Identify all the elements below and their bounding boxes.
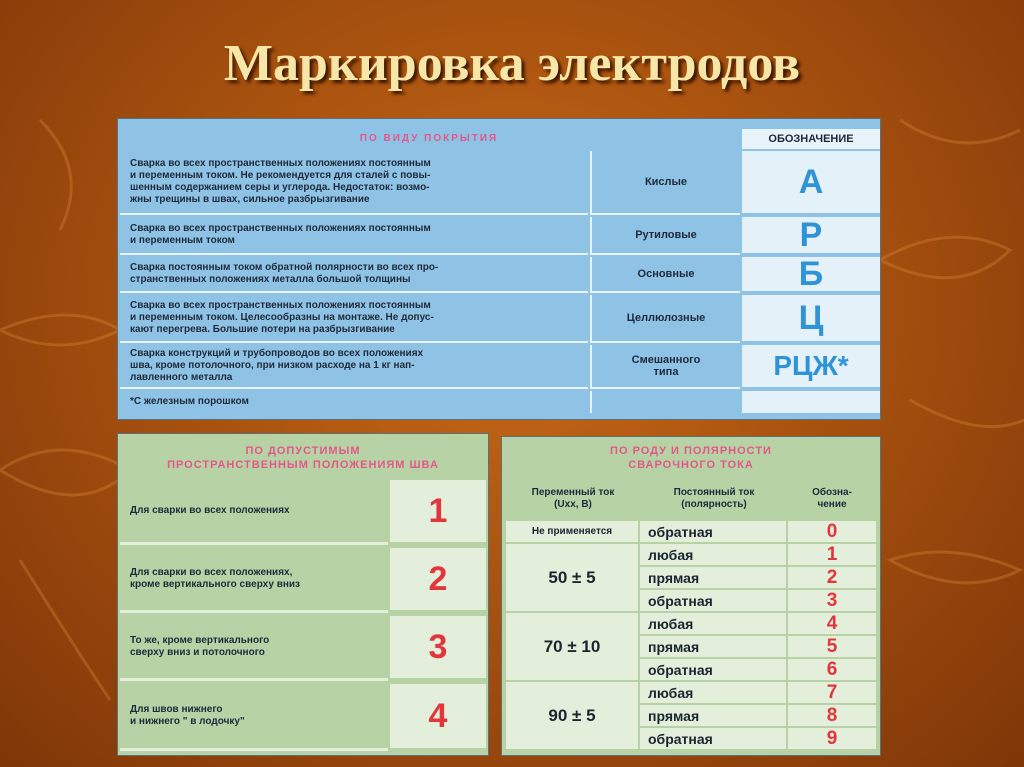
polarity-cell: обратная [640, 728, 786, 749]
coating-description-line: Сварка во всех пространственных положениях постоянным [130, 158, 431, 169]
positions-header-line1: ПО ДОПУСТИМЫМ [245, 445, 361, 457]
coating-description [120, 217, 588, 255]
col-header-dc [640, 481, 788, 517]
coating-description-line: шва, кроме потолочного, при низком расходе на 1 кг нап- [130, 360, 415, 371]
polarity-cell: обратная [640, 659, 786, 680]
voltage-cell: 90 ± 5 [506, 682, 638, 749]
polarity-cell: прямая [640, 705, 786, 726]
coating-code: Ц [742, 295, 880, 343]
col-header-code [788, 481, 876, 517]
coating-code: Б [742, 257, 880, 293]
current-code: 8 [788, 705, 876, 726]
coating-description-line: странственных положениях металла большой толщины [130, 274, 411, 285]
current-header-line2: СВАРОЧНОГО ТОКА [628, 459, 754, 471]
current-code: 0 [788, 521, 876, 542]
position-code: 4 [390, 684, 486, 751]
coating-code: РЦЖ* [742, 345, 880, 389]
position-description-line: Для сварки во всех положениях, [130, 567, 293, 578]
coating-code: А [742, 151, 880, 215]
coating-code: Р [742, 217, 880, 255]
current-code: 6 [788, 659, 876, 680]
col-header-ac-line2: (Uxx, B) [554, 499, 592, 510]
position-description-line: и нижнего " в лодочку" [130, 716, 245, 727]
position-description-line: сверху вниз и потолочного [130, 647, 265, 658]
position-code: 1 [390, 480, 486, 545]
col-header-code-line1: Обозна- [812, 487, 852, 498]
current-code: 1 [788, 544, 876, 565]
coating-type-line: Рутиловые [635, 229, 697, 241]
voltage-cell: 50 ± 5 [506, 544, 638, 611]
current-panel [501, 436, 881, 756]
coating-type [590, 295, 740, 343]
current-header [502, 441, 880, 475]
coating-description-line: Сварка постоянным током обратной полярности во всех про- [130, 262, 439, 273]
coating-footnote-code-spacer [742, 391, 880, 413]
coating-footnote: *С железным порошком [120, 391, 588, 413]
coating-type-line: Основные [637, 268, 695, 280]
voltage-cell: Не применяется [506, 521, 638, 542]
position-description-line: То же, кроме вертикального [130, 635, 270, 646]
coating-type-line: Целлюлозные [626, 312, 706, 324]
col-header-ac-line1: Переменный ток [531, 487, 615, 498]
coating-description [120, 295, 588, 343]
position-code: 3 [390, 616, 486, 681]
coating-description-line: Сварка конструкций и трубопроводов во всех положениях [130, 348, 424, 359]
voltage-cell: 70 ± 10 [506, 613, 638, 680]
coating-description-line: Сварка во всех пространственных положениях постоянным [130, 300, 431, 311]
coating-type-line: Кислые [644, 176, 688, 188]
positions-panel [117, 433, 489, 756]
coating-type [590, 257, 740, 293]
current-code: 9 [788, 728, 876, 749]
current-header-line1: ПО РОДУ И ПОЛЯРНОСТИ [610, 445, 772, 457]
polarity-cell: прямая [640, 567, 786, 588]
polarity-cell: любая [640, 682, 786, 703]
current-code: 5 [788, 636, 876, 657]
coating-description [120, 345, 588, 389]
col-header-code-line2: чение [817, 499, 847, 510]
position-description [120, 684, 388, 751]
current-code: 3 [788, 590, 876, 611]
current-code: 7 [788, 682, 876, 703]
coating-description-line: лавленного металла [130, 372, 233, 383]
coating-description-line: кают перегрева. Большие потери на разбрызгивание [130, 324, 395, 335]
coating-description-line: и переменным током. Не рекомендуется для сталей с повы- [130, 170, 431, 181]
position-description-line: Для сварки во всех положениях [130, 505, 290, 516]
polarity-cell: любая [640, 544, 786, 565]
coating-header: ПО ВИДУ ПОКРЫТИЯ [359, 132, 499, 144]
coating-type [590, 151, 740, 215]
positions-header-line2: ПРОСТРАНСТВЕННЫМ ПОЛОЖЕНИЯМ ШВА [167, 459, 439, 471]
coating-type-line: типа [653, 366, 679, 378]
coating-description-line: и переменным током. Целесообразны на монтаже. Не допус- [130, 312, 434, 323]
col-header-dc-line1: Постоянный ток [673, 487, 755, 498]
position-description-line: Для швов нижнего [130, 704, 223, 715]
polarity-cell: прямая [640, 636, 786, 657]
coating-type [590, 217, 740, 255]
coating-description [120, 151, 588, 215]
coating-type [590, 345, 740, 389]
coating-description-line: шенным содержанием серы и углерода. Недостаток: возмо- [130, 182, 430, 193]
positions-header [118, 440, 488, 476]
code-header: ОБОЗНАЧЕНИЕ [742, 129, 880, 149]
position-description [120, 616, 388, 681]
coating-description-line: и переменным током [130, 235, 235, 246]
polarity-cell: обратная [640, 590, 786, 611]
position-code: 2 [390, 548, 486, 613]
coating-panel [117, 118, 881, 420]
col-header-dc-line2: (полярность) [681, 499, 747, 510]
coating-description-line: жны трещины в швах, сильное разбрызгивание [130, 194, 370, 205]
page-title: Маркировка электродов [223, 35, 801, 92]
polarity-cell: любая [640, 613, 786, 634]
position-description [120, 480, 388, 545]
coating-description [120, 257, 588, 293]
position-description [120, 548, 388, 613]
coating-description-line: Сварка во всех пространственных положениях постоянным [130, 223, 431, 234]
coating-type-line: Смешанного [631, 354, 701, 366]
coating-footnote-spacer [590, 391, 740, 413]
col-header-ac [506, 481, 640, 517]
polarity-cell: обратная [640, 521, 786, 542]
current-code: 2 [788, 567, 876, 588]
current-code: 4 [788, 613, 876, 634]
position-description-line: кроме вертикального сверху вниз [130, 579, 301, 590]
